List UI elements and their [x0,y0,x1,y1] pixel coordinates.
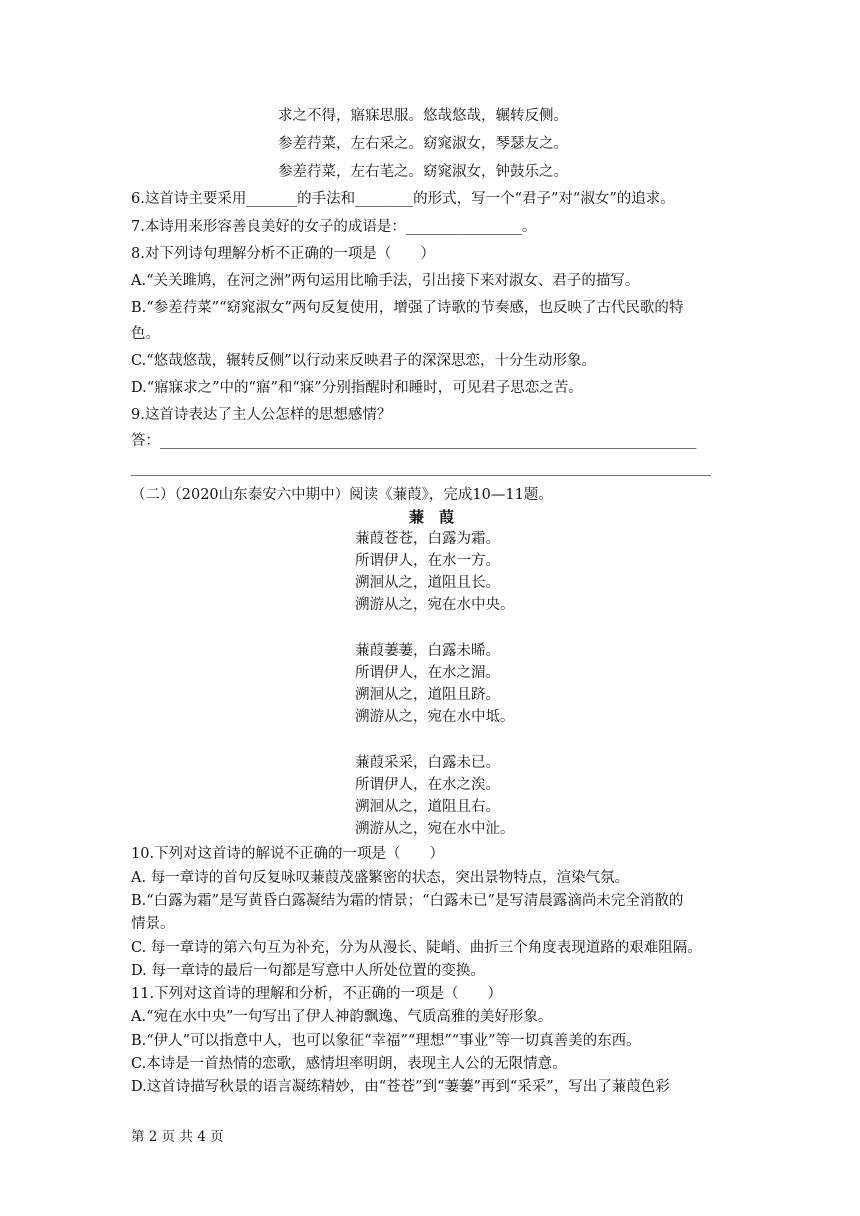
poem-line: 溯游从之，宛在水中沚。 [355,821,515,837]
question-7: 7.本诗用来形容善良美好的女子的成语是：________________。 [131,219,537,235]
poem-line: 溯洄从之，道阻且长。 [355,575,500,591]
option-a: A.“关关雎鸠，在河之洲”两句运用比喻手法，引出接下来对淑女、君子的描写。 [131,273,640,289]
option-b: B.“伊人”可以指意中人，也可以象征“幸福”“理想”“事业”等一切真善美的东西。 [131,1033,641,1049]
poem-line: 求之不得，寤寐思服。悠哉悠哉，辗转反侧。 [278,108,568,124]
question-10: 10.下列对这首诗的解说不正确的一项是（ ） [131,846,445,862]
poem-line: 溯游从之，宛在水中央。 [355,597,515,613]
option-c: C.“悠哉悠哉，辗转反侧”以行动来反映君子的深深思恋，十分生动形象。 [131,353,597,369]
option-a: A. 每一章诗的首句反复咏叹蒹葭茂盛繁密的状态，突出景物特点，渲染气氛。 [131,870,630,886]
question-6: 6.这首诗主要采用_______的手法和________的形式，写一个“君子”对“淑女”的追求。 [131,191,675,207]
option-d: D.这首诗描写秋景的语言凝练精妙，由“苍苍”到“萋萋”再到“采采”，写出了蒹葭色彩 [131,1079,670,1095]
poem-title: 蒹 葭 [409,508,455,526]
poem-line: 溯洄从之，道阻且右。 [355,799,500,815]
option-d: D.“寤寐求之”中的“寤”和“寐”分别指醒时和睡时，可见君子思恋之苦。 [131,380,583,396]
poem-line: 蒹葭萋萋，白露未晞。 [355,643,500,659]
option-b: B.“白露为霜”是写黄昏白露凝结为霜的情景；“白露未已”是写清晨露滴尚未完全消散的 [131,893,684,909]
option-c: C.本诗是一首热情的恋歌，感情坦率明朗，表现主人公的无限情意。 [131,1056,567,1072]
option-b-cont: 情景。 [131,916,175,932]
section-intro: （二）（2020山东泰安六中期中）阅读《蒹葭》，完成10—11题。 [131,487,553,503]
poem-line: 溯洄从之，道阻且跻。 [355,687,500,703]
option-b: B.“参差荇菜”“窈窕淑女”两句反复使用，增强了诗歌的节奏感，也反映了古代民歌的特 [131,300,684,316]
poem-line: 所谓伊人，在水之湄。 [355,665,500,681]
option-c: C. 每一章诗的第六句互为补充，分为从漫长、陡峭、曲折三个角度表现道路的艰难阻隔。 [131,940,702,956]
option-b-cont: 色。 [131,326,160,342]
question-11: 11.下列对这首诗的理解和分析，不正确的一项是（ ） [131,986,503,1002]
option-a: A.“宛在水中央”一句写出了伊人神韵飘逸、气质高雅的美好形象。 [131,1009,553,1025]
poem-line: 蒹葭苍苍，白露为霜。 [355,531,500,547]
poem-line: 参差荇菜，左右采之。窈窕淑女，琴瑟友之。 [278,136,568,152]
question-8: 8.对下列诗句理解分析不正确的一项是（ ） [131,246,435,262]
option-d: D. 每一章诗的最后一句都是写意中人所处位置的变换。 [131,963,485,979]
poem-line: 溯游从之，宛在水中坻。 [355,709,515,725]
page-footer: 第 2 页 共 4 页 [131,1129,224,1145]
poem-line: 参差荇菜，左右芼之。窈窕淑女，钟鼓乐之。 [278,164,568,180]
answer-line: ________________________________________________________________________________ [131,460,711,476]
poem-line: 所谓伊人，在水一方。 [355,553,500,569]
poem-line: 所谓伊人，在水之涘。 [355,777,500,793]
question-9: 9.这首诗表达了主人公怎样的思想感情？ [131,407,392,423]
poem-line: 蒹葭采采，白露未已。 [355,755,500,771]
answer-line: 答：__________________________________________________________________________ [131,433,697,449]
